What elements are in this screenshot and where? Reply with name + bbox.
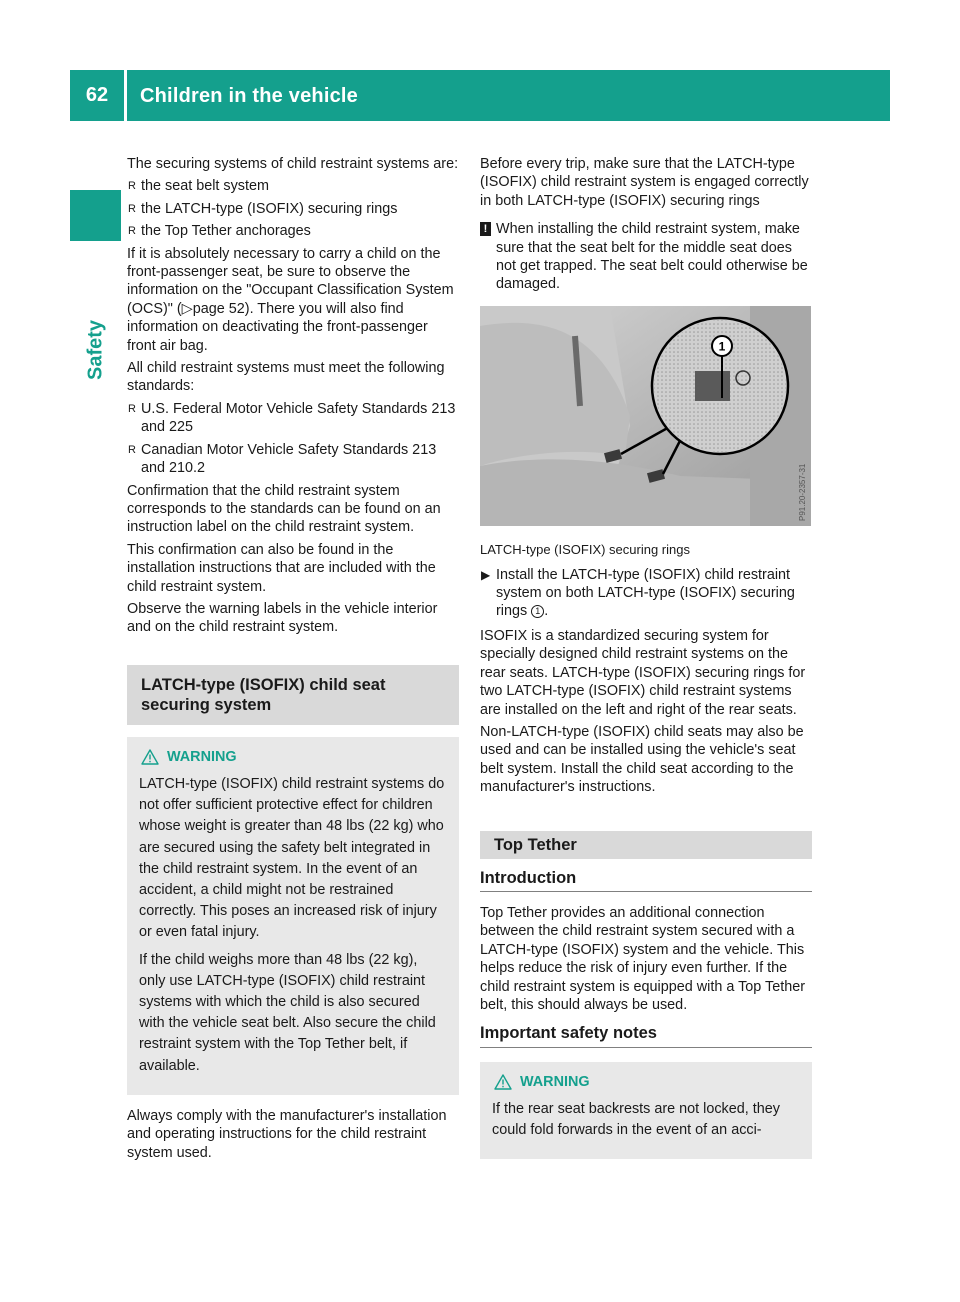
warning-box [127, 737, 459, 1095]
list-item: R U.S. Federal Motor Vehicle Safety Standards 213 and 225 [128, 400, 456, 436]
bullet-icon: R [128, 202, 136, 215]
confirmation-paragraph-2: This confirmation can also be found in the installation instructions that are included with the child restraint system. [127, 541, 436, 595]
top-tether-intro-paragraph: Top Tether provides an additional connection between the child restraint system secured with a LATCH-type (ISOFIX) system and the vehicle. This helps reduce the risk of injury even further. If the child restraint system is equipped with a Top Tether belt, this should always be used. [480, 904, 806, 1013]
warning-text-2: If the child weighs more than 48 lbs (22 kg), only use LATCH-type (ISOFIX) child restraint systems with which the child is also secured with the vehicle seat belt. Also secure the child restraint system with the Top Tether belt, if available. [139, 951, 436, 1074]
header-divider [124, 70, 127, 121]
standards-list [127, 400, 459, 478]
bullet-icon: R [128, 443, 136, 456]
subheading-introduction: Introduction [480, 869, 812, 892]
note-exclamation-icon: ! [480, 222, 491, 236]
comply-paragraph: Always comply with the manufacturer's installation and operating instructions for the child restraint system used. [127, 1107, 447, 1161]
section-heading-top-tether: Top Tether [480, 831, 812, 859]
observe-paragraph: Observe the warning labels in the vehicle interior and on the child restraint system. [127, 600, 438, 636]
bullet-icon: R [128, 402, 136, 415]
section-label: Safety [84, 319, 107, 381]
list-item: R Canadian Motor Vehicle Safety Standards 213 and 210.2 [128, 441, 437, 477]
isofix-paragraph: ISOFIX is a standardized securing system for specially designed child restraint systems on the rear seats. LATCH-type (ISOFIX) securing rings for two LATCH-type (ISOFIX) child restraint systems are installed on the left and right of the rear seats. [480, 627, 806, 718]
callout-label: 1 [718, 339, 726, 354]
page-reference-link[interactable]: page 52 [192, 300, 245, 317]
warning-triangle-icon [494, 1074, 512, 1090]
standards-intro: All child restraint systems must meet the following standards: [127, 360, 445, 395]
list-item: R the LATCH-type (ISOFIX) securing rings [128, 200, 398, 217]
bullet-icon: R [128, 225, 136, 238]
section-heading-isofix: LATCH-type (ISOFIX) child seat securing system [127, 665, 459, 725]
intro-paragraph: The securing systems of child restraint systems are: [127, 156, 459, 172]
warning-text: If the rear seat backrests are not locked, they could fold forwards in the event of an acci- [492, 1100, 780, 1139]
before-trip-paragraph: Before every trip, make sure that the LATCH-type (ISOFIX) child restraint system is engaged correctly in both LATCH-type (ISOFIX) securing rings [480, 156, 809, 209]
subheading-safety-notes: Important safety notes [480, 1024, 812, 1047]
confirmation-paragraph: Confirmation that the child restraint system corresponds to the standards can be found on an instruction label on the child restraint system. [127, 482, 441, 536]
warning-title: WARNING [492, 1072, 800, 1093]
occupant-classification-paragraph: If it is absolutely necessary to carry a child on the front-passenger seat, be sure to observe the information on the "Occupant Classification System (OCS)" (▷page 52). There you will also find information on deactivating the front-passenger front air bag. [127, 245, 454, 354]
list-item: R the Top Tether anchorages [128, 223, 311, 240]
warning-title: WARNING [139, 747, 447, 768]
section-tab [70, 190, 121, 241]
list-item: R the seat belt system [128, 178, 269, 195]
page-number: 62 [85, 84, 109, 106]
image-code: P91.20-2357-31 [798, 463, 807, 521]
warning-text: LATCH-type (ISOFIX) child restraint systems do not offer sufficient protective effect for children whose weight is greater than 48 lbs (22 kg) who are secured using the safety belt integrated in the child restraint system. In the event of an accident, a child might not be restrained correctly. This poses an increased risk of injury or even fatal injury. [139, 775, 445, 941]
callout-ref-icon: 1 [531, 605, 544, 618]
page-title: Children in the vehicle [140, 85, 358, 107]
warning-triangle-icon [141, 749, 159, 765]
bullet-icon: R [128, 180, 136, 193]
photo-caption: LATCH-type (ISOFIX) securing rings [480, 542, 690, 558]
warning-box-right [480, 1062, 812, 1160]
install-instruction: ▶ Install the LATCH-type (ISOFIX) child restraint system on both LATCH-type (ISOFIX) securing rings 1 . [481, 566, 795, 620]
securing-systems-list [127, 177, 459, 240]
damage-note: ! When installing the child restraint system, make sure that the seat belt for the middle seat does not get trapped. The seat belt could otherwise be damaged. [480, 220, 812, 294]
isofix-rings-photo [480, 306, 811, 526]
page-ref-triangle-icon: ▷ [181, 300, 193, 317]
non-latch-paragraph: Non-LATCH-type (ISOFIX) child seats may also be used and can be installed using the vehicle's seat belt system. Install the child seat according to the manufacturer's instructions. [480, 723, 804, 796]
right-column [480, 155, 812, 1171]
instruction-arrow-icon: ▶ [481, 567, 491, 582]
left-column [127, 155, 459, 1166]
